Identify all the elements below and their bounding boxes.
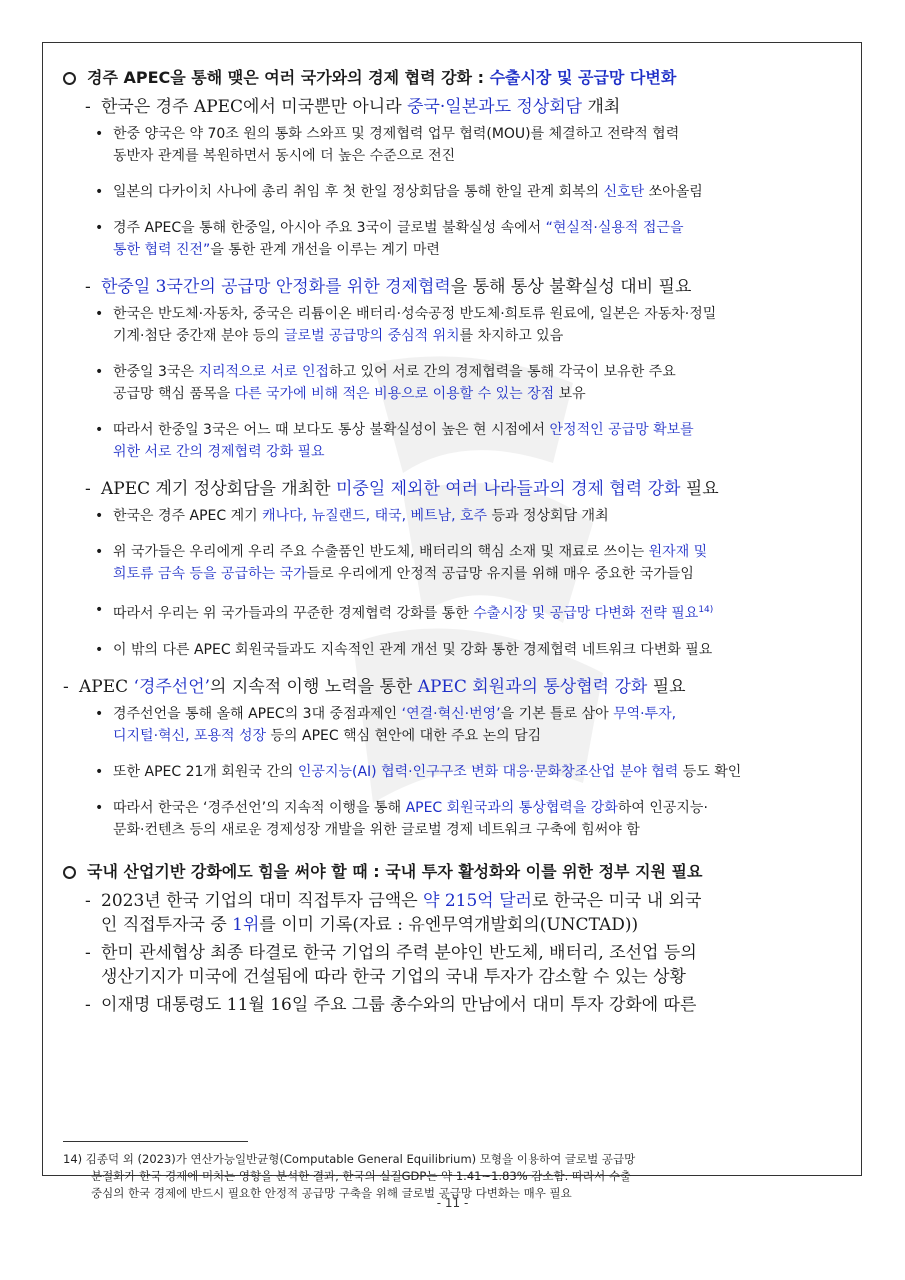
footnote: 14) 김종덕 외 (2023)가 연산가능일반균형(Computable General Equilibrium) 모형을 이용하여 글로벌 공급망 분절화가 한국 경제에 미치는 영향을 분석한 결과, 한국의 실질GDP는 약 1.41~1.83% 감소함. 따라서 수출 중심의 한국 경제에 반드시 필요한 안정적 공급망 구축을 위해 글로벌 공급망 다변화는 매우 필요 (63, 1152, 636, 1200)
document-body (63, 67, 841, 1021)
page-frame (42, 42, 862, 1200)
dash-item: - 한미 관세협상 최종 타결로 한국 기업의 주력 분야인 반도체, 배터리, 조선업 등의 생산기지가 미국에 건설됨에 따라 한국 기업의 국내 투자가 감소할 수 있는 상황 (85, 942, 697, 987)
bullet-item: • 따라서 한중일 3국은 어느 때 보다도 통상 불확실성이 높은 현 시점에서 안정적인 공급망 확보를 위한 서로 간의 경제협력 강화 필요 (95, 422, 694, 460)
dash-item: - APEC 계기 정상회담을 개최한 미중일 제외한 여러 나라들과의 경제 협력 강화 필요 (85, 479, 719, 499)
footnote-divider (63, 1141, 248, 1142)
bullet-item: • 위 국가들은 우리에게 우리 주요 수출품인 반도체, 배터리의 핵심 소재 및 재료로 쓰이는 원자재 및 희토류 금속 등을 공급하는 국가들로 우리에게 안정적 공급망 유지를 위해 매우 중요한 국가들임 (95, 544, 708, 582)
bullet-item: • 한국은 경주 APEC 계기 캐나다, 뉴질랜드, 태국, 베트남, 호주 등과 정상회담 개최 (95, 508, 609, 524)
dash-item: - 2023년 한국 기업의 대미 직접투자 금액은 약 215억 달러로 한국은 미국 내 외국 인 직접투자국 중 1위를 이미 기록(자료 : 유엔무역개발회의(UNCTAD)) (85, 890, 702, 935)
dash-item: - 한국은 경주 APEC에서 미국뿐만 아니라 중국·일본과도 정상회담 개최 (85, 97, 621, 117)
hollow-circle-icon (63, 866, 76, 879)
bullet-item: • 한중 양국은 약 70조 원의 통화 스와프 및 경제협력 업무 협력(MOU)를 체결하고 전략적 협력 동반자 관계를 복원하면서 동시에 더 높은 수준으로 전진 (95, 126, 680, 164)
bullet-item: • 일본의 다카이치 사나에 총리 취임 후 첫 한일 정상회담을 통해 한일 관계 회복의 신호탄 쏘아올림 (95, 184, 703, 200)
page-number: - 11 - (436, 1196, 469, 1210)
dash-item: - 이재명 대통령도 11월 16일 주요 그룹 총수와의 만남에서 대미 투자 강화에 따른 (85, 994, 697, 1015)
bullet-item: • 경주선언을 통해 올해 APEC의 3대 중점과제인 ‘연결·혁신·번영’을 기본 틀로 삼아 무역·투자, 디지털·혁신, 포용적 성장 등의 APEC 핵심 현안에 대한 주요 논의 담김 (95, 705, 677, 744)
bullet-item: • 한국은 반도체·자동차, 중국은 리튬이온 배터리·성숙공정 반도체·희토류 원료에, 일본은 자동차·정밀 기계·첨단 중간재 분야 등의 글로벌 공급망의 중심적 위치를 차지하고 있음 (95, 306, 717, 344)
bullet-item: • 또한 APEC 21개 회원국 간의 인공지능(AI) 협력·인구구조 변화 대응·문화창조산업 분야 협력 등도 확인 (95, 763, 742, 780)
bullet-item: • 경주 APEC을 통해 한중일, 아시아 주요 3국이 글로벌 불확실성 속에서 “현실적·실용적 접근을 통한 협력 진전”을 통한 관계 개선을 이루는 계기 마련 (95, 220, 684, 258)
bullet-item: • 따라서 한국은 ‘경주선언’의 지속적 이행을 통해 APEC 회원국과의 통상협력을 강화하여 인공지능· 문화·컨텐츠 등의 새로운 경제성장 개발을 위한 글로벌 경제 네트워크 구축에 힘써야 함 (95, 799, 708, 838)
section-heading-1: 경주 APEC을 통해 맺은 여러 국가와의 경제 협력 강화 : 수출시장 및 공급망 다변화 (63, 67, 841, 89)
bullet-item: • 따라서 우리는 위 국가들과의 꾸준한 경제협력 강화를 통한 수출시장 및 공급망 다변화 전략 필요$^{14)}$ (95, 602, 714, 622)
section-heading-2: 국내 산업기반 강화에도 힘을 써야 할 때 : 국내 투자 활성화와 이를 위한 정부 지원 필요 (63, 861, 841, 883)
bullet-item: • 한중일 3국은 지리적으로 서로 인접하고 있어 서로 간의 경제협력을 통해 각국이 보유한 주요 공급망 핵심 품목을 다른 국가에 비해 적은 비용으로 이용할 수 있는 장점 보유 (95, 364, 676, 402)
dash-item: - APEC ‘경주선언’의 지속적 이행 노력을 통한 APEC 회원과의 통상협력 강화 필요 (63, 676, 686, 697)
footnote-ref[interactable]: 14) (698, 605, 714, 615)
bullet-item: • 이 밖의 다른 APEC 회원국들과도 지속적인 관계 개선 및 강화 통한 경제협력 네트워크 다변화 필요 (95, 641, 713, 658)
dash-item: - 한중일 3국간의 공급망 안정화를 위한 경제협력을 통해 통상 불확실성 대비 필요 (85, 277, 692, 297)
hollow-circle-icon (63, 72, 76, 85)
